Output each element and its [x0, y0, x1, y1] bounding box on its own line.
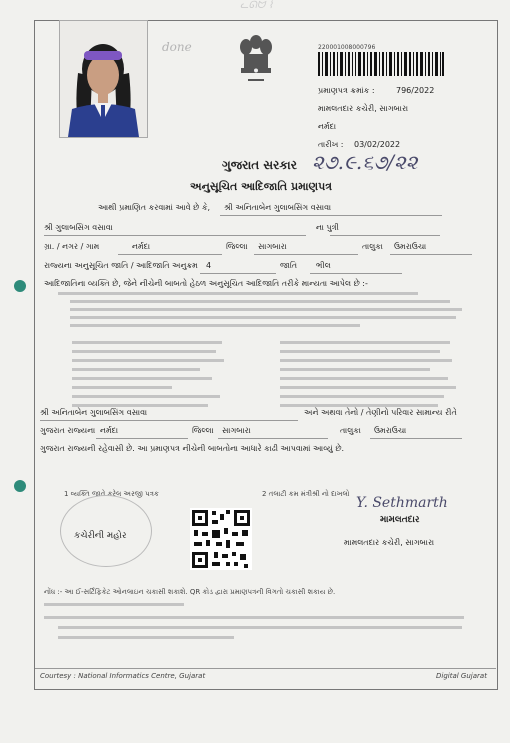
relation-text: ના પુત્રી [316, 223, 339, 232]
taluka-line [390, 254, 472, 255]
authority-title: મામલતદાર [380, 515, 420, 525]
issuing-office: મામલતદાર કચેરી, સાગબારા [318, 104, 409, 113]
footer-digital-gujarat: Digital Gujarat [436, 672, 487, 680]
tribe-line [310, 273, 402, 274]
officer-signature: Y. Sethmarth [356, 495, 448, 511]
tribe-value: ભીલ [316, 261, 331, 270]
certificate-title: અનુસૂચિત આદિજાતિ પ્રમાણપત્ર [190, 180, 333, 193]
basis-item-2: 2 તલાટી કમ મંત્રીશ્રી નો દાખલો [262, 490, 350, 498]
residence-village-label: ગુજરાત રાજ્યના [40, 426, 96, 435]
applicant-name-repeat-line [40, 420, 298, 421]
issue-date: 03/02/2022 [354, 140, 401, 149]
applicant-photo [59, 20, 148, 138]
community-serial: 4 [206, 261, 212, 270]
note-text: નોંધ :- આ ઈ-સર્ટિફિકેટ ઓનલાઇન ચકાસી શકાશે. QR કોડ દ્વારા પ્રમાણપત્રની વિગતો ચકાસી શકાય છે. [44, 588, 336, 596]
handwritten-reference: ૨૭.૯.૬૭/૨૨ [312, 150, 418, 174]
residence-district: સાગબારા [222, 426, 251, 435]
authority-office: મામલતદાર કચેરી, સાગબારા [344, 538, 435, 547]
intro-text: આથી પ્રમાણિત કરવામાં આવે છે કે, [98, 203, 211, 212]
residence-taluka-label: તાલુકા [340, 426, 361, 435]
taluka-value: ઉમરાઉચા [394, 242, 427, 251]
date-label: તારીખ : [318, 140, 344, 149]
community-serial-line [200, 273, 276, 274]
verification-qr-code [190, 508, 252, 570]
residence-district-line [218, 438, 328, 439]
residence-district-label: જિલ્લા [192, 426, 214, 435]
residence-text: ગુજરાત રાજ્યની રહેવાસી છે. આ પ્રમાણપત્ર નીચેની બાબતોના આધારે કાઢી આપવામાં આવ્યું છે. [40, 444, 345, 453]
taluka-label: તાલુકા [362, 242, 383, 251]
punch-hole-bottom [14, 480, 26, 492]
tribe-label: જાતિ [280, 261, 297, 270]
footer-courtesy: Courtesy : National Informatics Centre, Gujarat [40, 672, 206, 680]
barcode [318, 52, 444, 76]
residence-village-line [96, 438, 188, 439]
government-title: ગુજરાત સરકાર [222, 158, 297, 172]
village-label: ગ્રા. / નગર / ગામ [44, 242, 100, 251]
father-name: શ્રી ગુલાબસિંગ વસાવા [44, 223, 113, 232]
community-label: રાજ્યના અનુસૂચિત જાતિ / આદિજાતિ અનુક્રમ [44, 261, 198, 270]
stamp-text: કચેરીની મહોર [74, 531, 127, 541]
district-line [254, 254, 358, 255]
village-line [118, 254, 222, 255]
applicant-name: શ્રી અનિતાબેન ગુલાબસિંગ વસાવા [224, 203, 332, 212]
applicant-name-line [220, 215, 442, 216]
certificate-number-label: પ્રમાણપત્ર ક્રમાંક : [318, 86, 375, 95]
parents-residence-text: અને અથવા તેનો / તેણીનો પરિવાર સામાન્ય રીતે [304, 408, 457, 417]
issuing-district: નર્મદા [318, 122, 337, 131]
punch-hole-top [14, 280, 26, 292]
village-value: નર્મદા [132, 242, 151, 251]
state-emblem-icon [236, 32, 276, 94]
residence-village: નર્મદા [100, 426, 119, 435]
basis-item-1: 1 વ્યક્તિ જાતે કરેલ અરજી પત્રક [64, 490, 159, 498]
pencil-done-mark: done [162, 40, 192, 54]
barcode-number: 220001008000796 [318, 44, 376, 51]
recognition-text: આદિજાતિના વ્યક્તિ છે, જેને નીચેની બાબતો હેઠળ અનુસૂચિત આદિજાતિ તરીકે માન્યતા આપેલ છે :- [44, 279, 368, 288]
footer-divider [35, 668, 496, 669]
father-name-line [44, 235, 306, 236]
certificate-number: 796/2022 [396, 86, 435, 95]
applicant-name-repeat: શ્રી અનિતાબેન ગુલાબસિંગ વસાવા [40, 408, 148, 417]
district-value: સાગબારા [258, 242, 287, 251]
residence-taluka-line [370, 438, 462, 439]
relation-line [330, 235, 440, 236]
pencil-scribble-top: ᓚᘏᗢ ⌇ [240, 0, 274, 11]
district-label: જિલ્લા [226, 242, 248, 251]
residence-taluka: ઉમરાઉચા [374, 426, 407, 435]
